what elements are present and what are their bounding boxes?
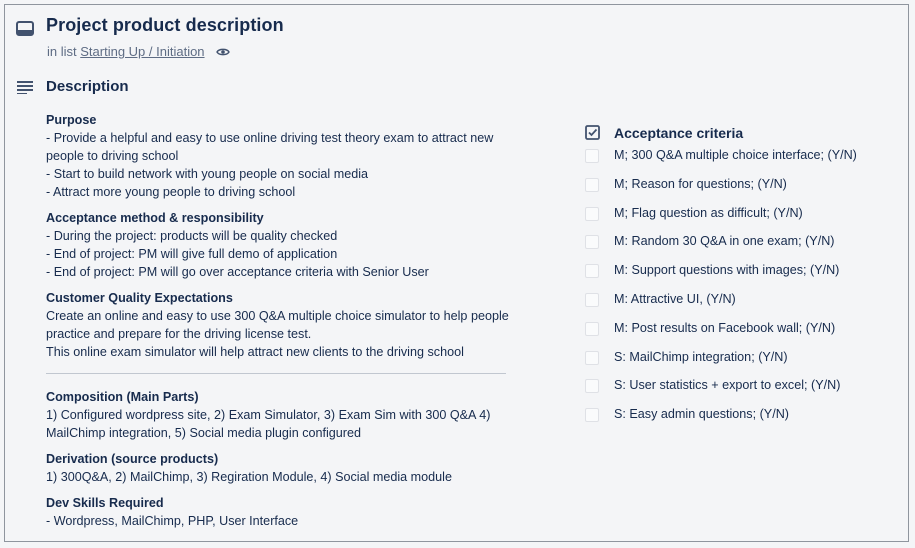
desc-block-title: Purpose bbox=[46, 113, 97, 127]
desc-line: 1) Configured wordpress site, 2) Exam Simulator, 3) Exam Sim with 300 Q&A 4) MailChimp integration, 5) Social media plugin configured bbox=[46, 408, 491, 440]
desc-line: - Wordpress, MailChimp, PHP, User Interface bbox=[46, 514, 299, 528]
desc-line: 1) 300Q&A, 2) MailChimp, 3) Regiration Module, 4) Social media module bbox=[46, 470, 452, 484]
checklist-item-label[interactable]: S: MailChimp integration; (Y/N) bbox=[614, 349, 788, 364]
desc-block-derivation bbox=[46, 450, 516, 486]
checkbox[interactable] bbox=[585, 264, 599, 278]
checklist-item-label[interactable]: M: Random 30 Q&A in one exam; (Y/N) bbox=[614, 234, 835, 249]
checkbox[interactable] bbox=[585, 178, 599, 192]
divider bbox=[46, 373, 506, 374]
desc-block-composition bbox=[46, 388, 516, 442]
checkbox[interactable] bbox=[585, 322, 599, 336]
desc-block-dev-skills bbox=[46, 494, 516, 530]
checklist-item-label[interactable]: M: Support questions with images; (Y/N) bbox=[614, 263, 840, 278]
checklist-item-label[interactable]: S: Easy admin questions; (Y/N) bbox=[614, 407, 789, 422]
checklist-item-label[interactable]: M; Flag question as difficult; (Y/N) bbox=[614, 205, 803, 220]
checkbox[interactable] bbox=[585, 207, 599, 221]
desc-line: - Provide a helpful and easy to use online driving test theory exam to attract new people to driving school bbox=[46, 131, 494, 163]
desc-line: - Start to build network with young people on social media bbox=[46, 167, 369, 181]
description-heading: Description bbox=[46, 78, 129, 95]
desc-block-title: Customer Quality Expectations bbox=[46, 291, 233, 305]
description-icon bbox=[17, 81, 33, 94]
desc-block-quality bbox=[46, 289, 516, 361]
desc-block-title: Dev Skills Required bbox=[46, 496, 164, 510]
checkbox[interactable] bbox=[585, 235, 599, 249]
checklist-item-label[interactable]: S: User statistics + export to excel; (Y/N) bbox=[614, 378, 841, 393]
desc-line: - End of project: PM will go over acceptance criteria with Senior User bbox=[46, 265, 429, 279]
checklist-item-label[interactable]: M; Reason for questions; (Y/N) bbox=[614, 176, 787, 191]
desc-block-purpose bbox=[46, 111, 516, 201]
checklist-item-label[interactable]: M; 300 Q&A multiple choice interface; (Y/N) bbox=[614, 148, 857, 162]
desc-block-title: Composition (Main Parts) bbox=[46, 390, 199, 404]
desc-line: - End of project: PM will give full demo of application bbox=[46, 247, 338, 261]
checkbox[interactable] bbox=[585, 149, 599, 163]
card-detail-window bbox=[4, 4, 909, 542]
eye-icon[interactable] bbox=[216, 47, 230, 57]
desc-line: This online exam simulator will help attract new clients to the driving school bbox=[46, 345, 464, 359]
desc-block-title: Acceptance method & responsibility bbox=[46, 211, 264, 225]
checklist-item-label[interactable]: M: Post results on Facebook wall; (Y/N) bbox=[614, 320, 836, 335]
checkbox[interactable] bbox=[585, 351, 599, 365]
desc-block-acceptance bbox=[46, 209, 516, 281]
checklist-item-label[interactable]: M: Attractive UI, (Y/N) bbox=[614, 291, 736, 306]
checkbox[interactable] bbox=[585, 408, 599, 422]
in-list-info bbox=[47, 44, 230, 59]
card-icon bbox=[16, 21, 34, 37]
checkbox[interactable] bbox=[585, 379, 599, 393]
card-title[interactable]: Project product description bbox=[46, 15, 284, 35]
desc-line: - During the project: products will be quality checked bbox=[46, 229, 338, 243]
list-link[interactable]: Starting Up / Initiation bbox=[80, 44, 205, 59]
desc-line: Create an online and easy to use 300 Q&A multiple choice simulator to help people practice and prepare for the driving license test. bbox=[46, 309, 509, 341]
in-list-prefix: in list bbox=[47, 44, 77, 59]
desc-block-title: Derivation (source products) bbox=[46, 452, 219, 466]
desc-line: - Attract more young people to driving school bbox=[46, 185, 296, 199]
checklist-heading: Acceptance criteria bbox=[614, 125, 744, 141]
checklist-icon bbox=[585, 125, 600, 140]
checkbox[interactable] bbox=[585, 293, 599, 307]
description-body[interactable] bbox=[46, 111, 516, 538]
